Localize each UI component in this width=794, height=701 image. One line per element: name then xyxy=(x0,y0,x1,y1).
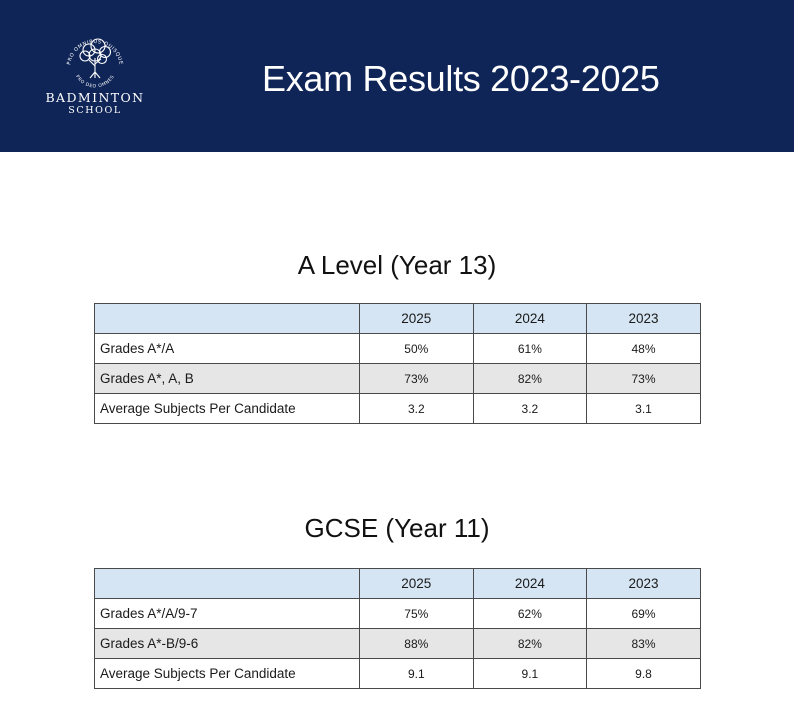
table-row xyxy=(95,394,701,424)
logo-motto-top: PRO OMNIBUS QUISQUE xyxy=(66,38,124,66)
result-value: 88% xyxy=(360,629,474,659)
result-value: 9.1 xyxy=(360,659,474,689)
result-value: 69% xyxy=(587,599,701,629)
table-header-row xyxy=(95,569,701,599)
year-header: 2024 xyxy=(473,304,587,334)
result-value: 9.1 xyxy=(473,659,587,689)
result-value: 73% xyxy=(587,364,701,394)
table-header-row xyxy=(95,304,701,334)
result-value: 62% xyxy=(473,599,587,629)
year-header: 2023 xyxy=(587,569,701,599)
result-value: 3.1 xyxy=(587,394,701,424)
result-value: 50% xyxy=(360,334,474,364)
result-value: 82% xyxy=(473,364,587,394)
alevel-section-title: A Level (Year 13) xyxy=(297,250,497,280)
page-title: Exam Results 2023-2025 xyxy=(262,58,660,99)
result-value: 3.2 xyxy=(360,394,474,424)
table-row xyxy=(95,334,701,364)
table-row xyxy=(95,364,701,394)
table-row xyxy=(95,599,701,629)
year-header: 2023 xyxy=(587,304,701,334)
logo-name: BADMINTON xyxy=(45,90,145,105)
result-value: 82% xyxy=(473,629,587,659)
tree-crest-icon xyxy=(60,28,130,90)
year-header: 2025 xyxy=(360,304,474,334)
result-value: 73% xyxy=(360,364,474,394)
page-header xyxy=(0,0,794,152)
row-label: Grades A*, A, B xyxy=(95,364,360,394)
result-value: 75% xyxy=(360,599,474,629)
row-label: Grades A*-B/9-6 xyxy=(95,629,360,659)
result-value: 83% xyxy=(587,629,701,659)
school-logo xyxy=(40,28,150,124)
result-value: 48% xyxy=(587,334,701,364)
result-value: 61% xyxy=(473,334,587,364)
table-row xyxy=(95,659,701,689)
header-blank-cell xyxy=(95,569,360,599)
logo-subtitle: SCHOOL xyxy=(68,105,122,116)
header-blank-cell xyxy=(95,304,360,334)
year-header: 2024 xyxy=(473,569,587,599)
row-label: Grades A*/A xyxy=(95,334,360,364)
logo-motto-bottom: PRO DEO OMNES xyxy=(74,74,116,90)
row-label: Average Subjects Per Candidate xyxy=(95,394,360,424)
result-value: 9.8 xyxy=(587,659,701,689)
result-value: 3.2 xyxy=(473,394,587,424)
gcse-section-title: GCSE (Year 11) xyxy=(304,513,490,543)
row-label: Average Subjects Per Candidate xyxy=(95,659,360,689)
table-row xyxy=(95,629,701,659)
year-header: 2025 xyxy=(360,569,474,599)
row-label: Grades A*/A/9-7 xyxy=(95,599,360,629)
gcse-results-table xyxy=(94,568,701,689)
alevel-results-table xyxy=(94,303,701,424)
